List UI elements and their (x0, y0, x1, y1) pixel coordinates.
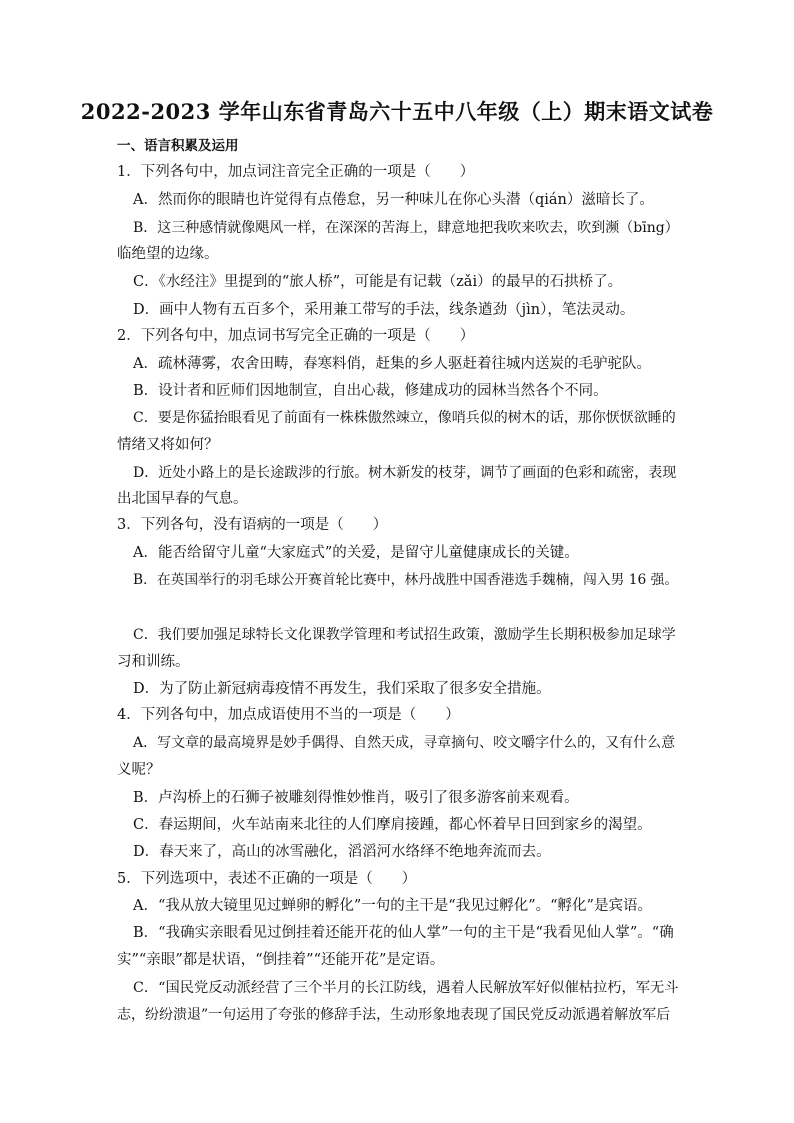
q1-option-d: D．画中人物有五百多个，采用兼工带写的手法，线条遒劲（jìn），笔法灵动。 (133, 302, 635, 318)
q4-option-b: B．卢沟桥上的石狮子被雕刻得惟妙惟肖，吸引了很多游客前来观看。 (133, 790, 579, 806)
q5-option-c: C．“国民党反动派经营了三个半月的长江防线，遇着人民解放军好似催枯拉朽，军无斗 (133, 980, 679, 996)
question-2: 2．下列各句中，加点词书写完全正确的一项是（ ） (117, 328, 475, 344)
q2-option-b: B．设计者和匠师们因地制宣，自出心裁，修建成功的园林当然各个不同。 (133, 383, 608, 399)
question-4: 4．下列各句中，加点成语使用不当的一项是（ ） (117, 707, 460, 723)
q2-option-c-cont: 情绪又将如何？ (117, 437, 219, 453)
page-title: 2022-2023 学年山东省青岛六十五中八年级（上）期末语文试卷 (80, 99, 714, 124)
q5-option-b-cont: 实”“亲眼”都是状语，“倒挂着”“还能开花”是定语。 (117, 952, 445, 968)
q2-option-d: D．近处小路上的是长途跋涉的行旅。树木新发的枝芽，调节了画面的色彩和疏密，表现 (133, 465, 677, 481)
q5-option-a: A．“我从放大镜里见过蝉卵的孵化”一句的主干是“我见过孵化”。“孵化”是宾语。 (133, 898, 652, 914)
question-3: 3．下列各句，没有语病的一项是（ ） (117, 517, 388, 533)
question-5: 5．下列选项中，表述不正确的一项是（ ） (117, 871, 417, 887)
q4-option-c: C．春运期间，火车站南来北往的人们摩肩接踵，都心怀着早日回到家乡的渴望。 (133, 817, 652, 833)
question-1: 1．下列各句中，加点词注音完全正确的一项是（ ） (117, 164, 475, 180)
q2-option-d-cont: 出北国早春的气息。 (117, 491, 248, 507)
q1-option-c: C．《水经注》里提到的“旅人桥”，可能是有记载（zǎi）的最早的石拱桥了。 (133, 274, 623, 290)
q5-option-c-cont: 志，纷纷溃退”一句运用了夸张的修辞手法，生动形象地表现了国民党反动派遇着解放军后 (117, 1007, 671, 1023)
q3-option-b: B．在英国举行的羽毛球公开赛首轮比赛中，林丹战胜中国香港选手魏楠，闯入男 16 强。 (133, 572, 679, 588)
q1-option-a: A．然而你的眼睛也许觉得有点倦怠，另一种味儿在你心头潜（qián）滋暗长了。 (133, 192, 654, 208)
q4-option-d: D．春天来了，高山的冰雪融化，滔滔河水络绎不绝地奔流而去。 (133, 844, 551, 860)
section-heading: 一、语言积累及运用 (117, 138, 239, 154)
q5-option-b: B．“我确实亲眼看见过倒挂着还能开花的仙人掌”一句的主干是“我看见仙人掌”。“确 (133, 925, 674, 941)
q2-option-c: C．要是你猛抬眼看见了前面有一株株傲然竦立，像哨兵似的树木的话，那你恹恹欲睡的 (133, 410, 676, 426)
q1-option-b: B．这三种感情就像飓风一样，在深深的苦海上，肆意地把我吹来吹去，吹到濒（bīng） (133, 220, 679, 236)
q3-option-a: A．能否给留守儿童“大家庭式”的关爱，是留守儿童健康成长的关键。 (133, 545, 579, 561)
q3-option-d: D．为了防止新冠病毒疫情不再发生，我们采取了很多安全措施。 (133, 681, 551, 697)
q1-option-b-cont: 临绝望的边缘。 (117, 246, 219, 262)
q3-option-c-cont: 习和训练。 (117, 654, 190, 670)
q3-option-c: C．我们要加强足球特长文化课教学管理和考试招生政策，激励学生长期积极参加足球学 (133, 627, 676, 643)
q4-option-a: A．写文章的最高境界是妙手偶得、自然天成，寻章摘句、咬文嚼字什么的，又有什么意 (133, 735, 676, 751)
q4-option-a-cont: 义呢？ (117, 762, 161, 778)
q2-option-a: A．疏林薄雾，农舍田畴，春寒料俏，赶集的乡人驱赶着往城内送炭的毛驴驼队。 (133, 356, 651, 372)
